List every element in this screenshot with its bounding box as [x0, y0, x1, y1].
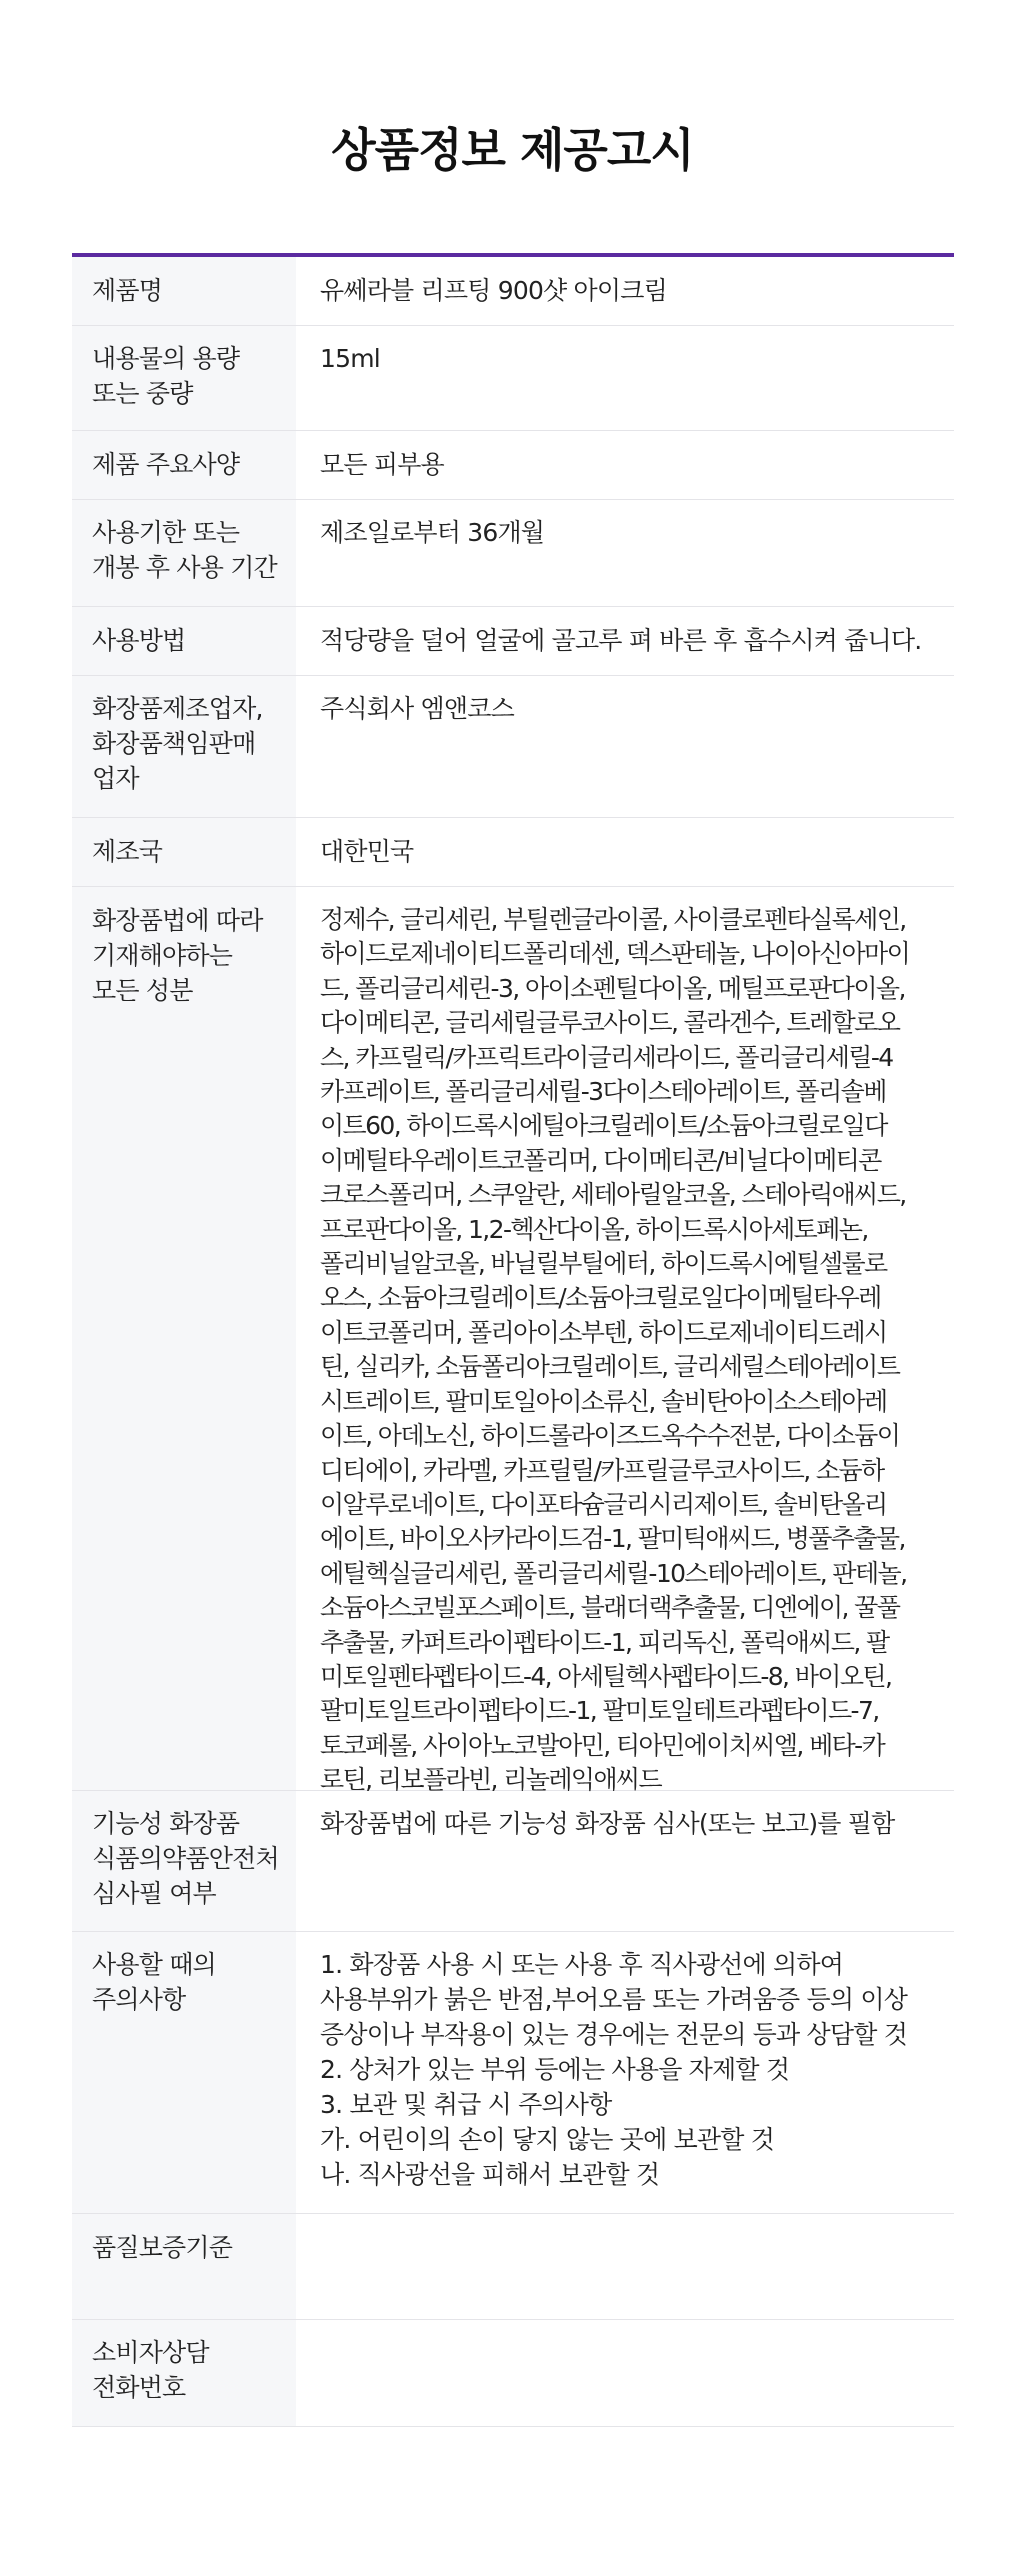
row-label: 사용기한 또는 개봉 후 사용 기간 [72, 500, 296, 606]
row-label: 품질보증기준 [72, 2214, 296, 2319]
row-value [296, 2320, 954, 2426]
table-row-expiry [72, 500, 954, 607]
row-label: 제품명 [72, 257, 296, 325]
table-row-contact [72, 2320, 954, 2427]
row-value [296, 2214, 954, 2319]
row-label: 기능성 화장품 식품의약품안전처 심사필 여부 [72, 1791, 296, 1931]
table-row-main-spec [72, 431, 954, 500]
row-value: 화장품법에 따른 기능성 화장품 심사(또는 보고)를 필함 [320, 1809, 895, 1838]
row-label: 사용방법 [72, 607, 296, 675]
row-label: 내용물의 용량 또는 중량 [72, 326, 296, 430]
row-label: 소비자상담 전화번호 [72, 2320, 296, 2426]
row-label: 화장품법에 따라 기재해야하는 모든 성분 [72, 887, 296, 1790]
page-title: 상품정보 제공고시 [331, 123, 694, 177]
table-row-precautions [72, 1932, 954, 2214]
row-label: 사용할 때의 주의사항 [72, 1932, 296, 2213]
row-label: 화장품제조업자, 화장품책임판매 업자 [72, 676, 296, 817]
row-label: 제조국 [72, 818, 296, 886]
table-row-ingredients [72, 887, 954, 1795]
row-value: 적당량을 덜어 얼굴에 골고루 펴 바른 후 흡수시켜 줍니다. [320, 626, 922, 655]
row-value: 주식회사 엠앤코스 [320, 694, 514, 723]
row-label: 제품 주요사양 [72, 431, 296, 499]
table-row-product-name [72, 257, 954, 326]
table-row-volume [72, 326, 954, 431]
table-row-usage [72, 607, 954, 676]
row-value: 1. 화장품 사용 시 또는 사용 후 직사광선에 의하여 사용부위가 붉은 반점,부어오름 또는 가려움증 등의 이상 증상이나 부작용이 있는 경우에는 전문의 등과 상담할 것 2. 상처가 있는 부위 등에는 사용을 자제할 것 3. 보관 및 취급 시 주의사항 가. 어린이의 손이 닿지 않는 곳에 보관할 것 나. 직사광선을 피해서 보관할 것 [320, 1950, 908, 2189]
product-info-table [72, 253, 954, 2427]
row-value: 유쎄라블 리프팅 900샷 아이크림 [320, 276, 667, 305]
row-value: 모든 피부용 [320, 450, 444, 479]
row-value: 제조일로부터 36개월 [320, 518, 545, 547]
table-row-functional [72, 1791, 954, 1932]
table-row-manufacturer [72, 676, 954, 818]
row-value: 15ml [320, 344, 380, 373]
row-value: 정제수, 글리세린, 부틸렌글라이콜, 사이클로펜타실록세인, 하이드로제네이티드폴리데센, 덱스판테놀, 나이아신아마이 드, 폴리글리세린-3, 아이소펜틸다이올, 메틸프로판다이올, 다이메티콘, 글리세릴글루코사이드, 콜라겐수, 트레할로오 스, 카프릴릭/카프릭트라이글리세라이드, 폴리글리세릴-4 카프레이트, 폴리글리세릴-3다이스테아레이트, 폴리솔베 이트60, 하이드록시에틸아크릴레이트/소듐아크릴로일다 이메틸타우레이트코폴리머, 다이메티콘/비닐다이메티콘 크로스폴리머, 스쿠알란, 세테아릴알코올, 스테아릭애씨드, 프로판다이올, 1,2-헥산다이올, 하이드록시아세토페논, 폴리비닐알코올, 바닐릴부틸에터, 하이드록시에틸셀룰로 오스, 소듐아크릴레이트/소듐아크릴로일다이메틸타우레 이트코폴리머, 폴리아이소부텐, 하이드로제네이티드레시 틴, 실리카, 소듐폴리아크릴레이트, 글리세릴스테아레이트 시트레이트, 팔미토일아이소류신, 솔비탄아이소스테아레 이트, 아데노신, 하이드롤라이즈드옥수수전분, 다이소듐이 디티에이, 카라멜, 카프릴릴/카프릴글루코사이드, 소듐하 이알루로네이트, 다이포타슘글리시리제이트, 솔비탄올리 에이트, 바이오사카라이드검-1, 팔미틱애씨드, 병풀추출물, 에틸헥실글리세린, 폴리글리세릴-10스테아레이트, 판테놀, 소듐아스코빌포스페이트, 블래더랙추출물, 디엔에이, 꿀풀 추출물, 카퍼트라이펩타이드-1, 피리독신, 폴릭애씨드, 팔 미토일펜타펩타이드-4, 아세틸헥사펩타이드-8, 바이오틴, 팔미토일트라이펩타이드-1, 팔미토일테트라펩타이드-7, 토코페롤, 사이아노코발아민, 티아민에이치씨엘, 베타-카 로틴, 리보플라빈, 리놀레익애씨드 [320, 905, 910, 1795]
table-row-country [72, 818, 954, 887]
row-value: 대한민국 [320, 837, 414, 866]
table-row-quality [72, 2214, 954, 2320]
